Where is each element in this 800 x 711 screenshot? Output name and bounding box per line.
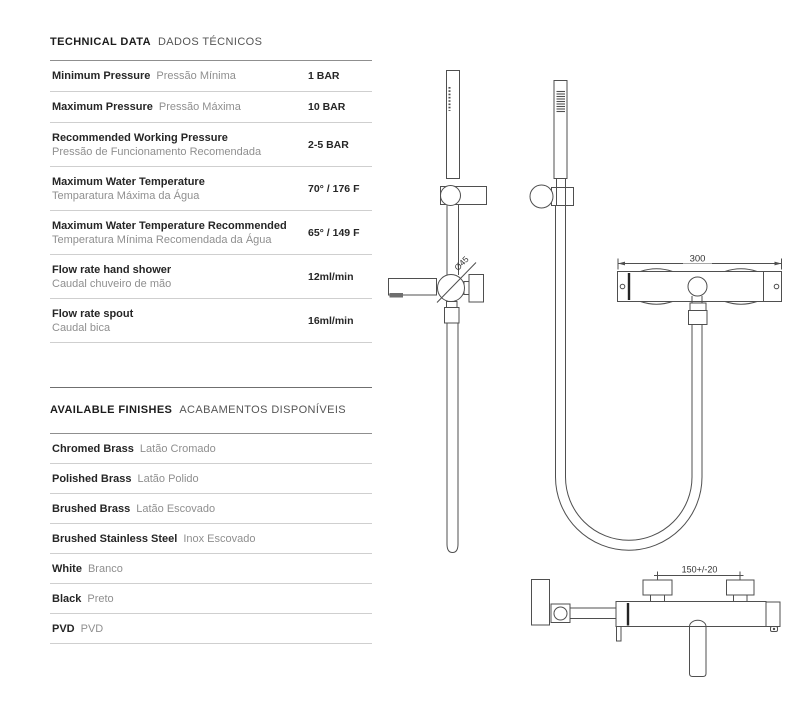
- connecting-arm: [570, 608, 617, 619]
- bar-width-dimension: 300: [689, 253, 706, 265]
- side-knob: [469, 275, 484, 303]
- row-value: 10 BAR: [308, 101, 346, 113]
- available-finishes-title-pt: ACABAMENTOS DISPONÍVEIS: [179, 404, 347, 416]
- available-finishes-title-en: AVAILABLE FINISHES: [50, 404, 173, 416]
- mixer-front-drawing: [532, 564, 781, 677]
- technical-data-title-en: TECHNICAL DATA: [50, 36, 151, 48]
- valve-diameter-dimension: Ø45: [452, 254, 471, 273]
- side-view-drawing: [530, 81, 707, 551]
- front-view-drawing: [389, 71, 487, 553]
- row-label-en: Polished Brass: [52, 472, 132, 485]
- holder-bracket: [552, 188, 574, 206]
- union-right: [727, 580, 755, 595]
- row-label-pt: Branco: [87, 562, 123, 575]
- rail-joint: [554, 607, 567, 620]
- row-value: 16ml/min: [308, 314, 354, 327]
- row-label-pt: Inox Escovado: [183, 532, 256, 545]
- spray-face: [557, 92, 566, 112]
- row-label-en: White: [52, 562, 82, 575]
- spout-down: [690, 627, 707, 677]
- row-label-pt: Temparatura Máxima da Água: [52, 189, 200, 202]
- top-view-drawing: [618, 253, 782, 305]
- technical-data-title-pt: DADOS TÉCNICOS: [157, 36, 263, 48]
- hose-nut: [689, 311, 708, 325]
- row-label-pt: Caudal bica: [52, 321, 111, 334]
- end-cap: [766, 602, 780, 627]
- row-label-en: Maximum Water Temperature: [52, 175, 205, 188]
- holder-knob: [530, 185, 553, 208]
- shower-hose-inner: [566, 206, 693, 540]
- row-label-en: PVD: [52, 622, 75, 635]
- row-label-en: Flow rate hand shower: [52, 263, 172, 276]
- row-label-en: Recommended Working Pressure: [52, 131, 228, 144]
- spout-front: [389, 279, 437, 296]
- row-label-pt: Pressão de Funcionamento Recomendada: [52, 145, 262, 158]
- row-label-pt: Caudal chuveiro de mão: [52, 277, 172, 290]
- row-value: 65° / 149 F: [308, 226, 360, 239]
- row-label-pt: Pressão Mínima: [156, 70, 236, 82]
- row-label-en: Brushed Brass: [52, 502, 131, 515]
- wall-plate: [532, 580, 550, 626]
- hose-connector: [445, 308, 460, 324]
- row-label-en: Flow rate spout: [52, 307, 134, 320]
- row-label-en: Maximum Pressure: [52, 101, 153, 113]
- rail-bottom-cap: [447, 544, 458, 553]
- row-value: 1 BAR: [308, 70, 340, 82]
- row-label-en: Brushed Stainless Steel: [52, 532, 178, 545]
- row-label-pt: Preto: [87, 592, 114, 605]
- row-label-pt: Latão Escovado: [136, 502, 216, 515]
- row-value: 70° / 176 F: [308, 182, 360, 195]
- hand-shower-side: [554, 81, 567, 179]
- row-value: 12ml/min: [308, 270, 354, 283]
- row-label-pt: Temperatura Mínima Recomendada da Água: [52, 233, 272, 246]
- row-label-pt: PVD: [80, 622, 104, 635]
- row-label-pt: Pressão Máxima: [158, 101, 241, 113]
- holder-knob: [441, 186, 461, 206]
- union-left: [643, 580, 672, 595]
- row-label-en: Chromed Brass: [52, 442, 134, 455]
- row-label-pt: Latão Polido: [137, 472, 199, 485]
- row-label-en: Black: [52, 592, 82, 605]
- diverter-pin: [617, 627, 622, 642]
- hose-outlet-circle: [688, 277, 707, 296]
- row-label-en: Minimum Pressure: [52, 70, 151, 82]
- hand-shower-front: [447, 71, 460, 179]
- union-spacing-dimension: 150+/-20: [681, 564, 718, 575]
- row-label-pt: Latão Cromado: [139, 442, 216, 455]
- row-value: 2-5 BAR: [308, 138, 349, 151]
- spout-tip: [390, 293, 404, 298]
- shower-hose-outer: [556, 206, 703, 550]
- row-label-en: Maximum Water Temperature Recommended: [52, 219, 287, 232]
